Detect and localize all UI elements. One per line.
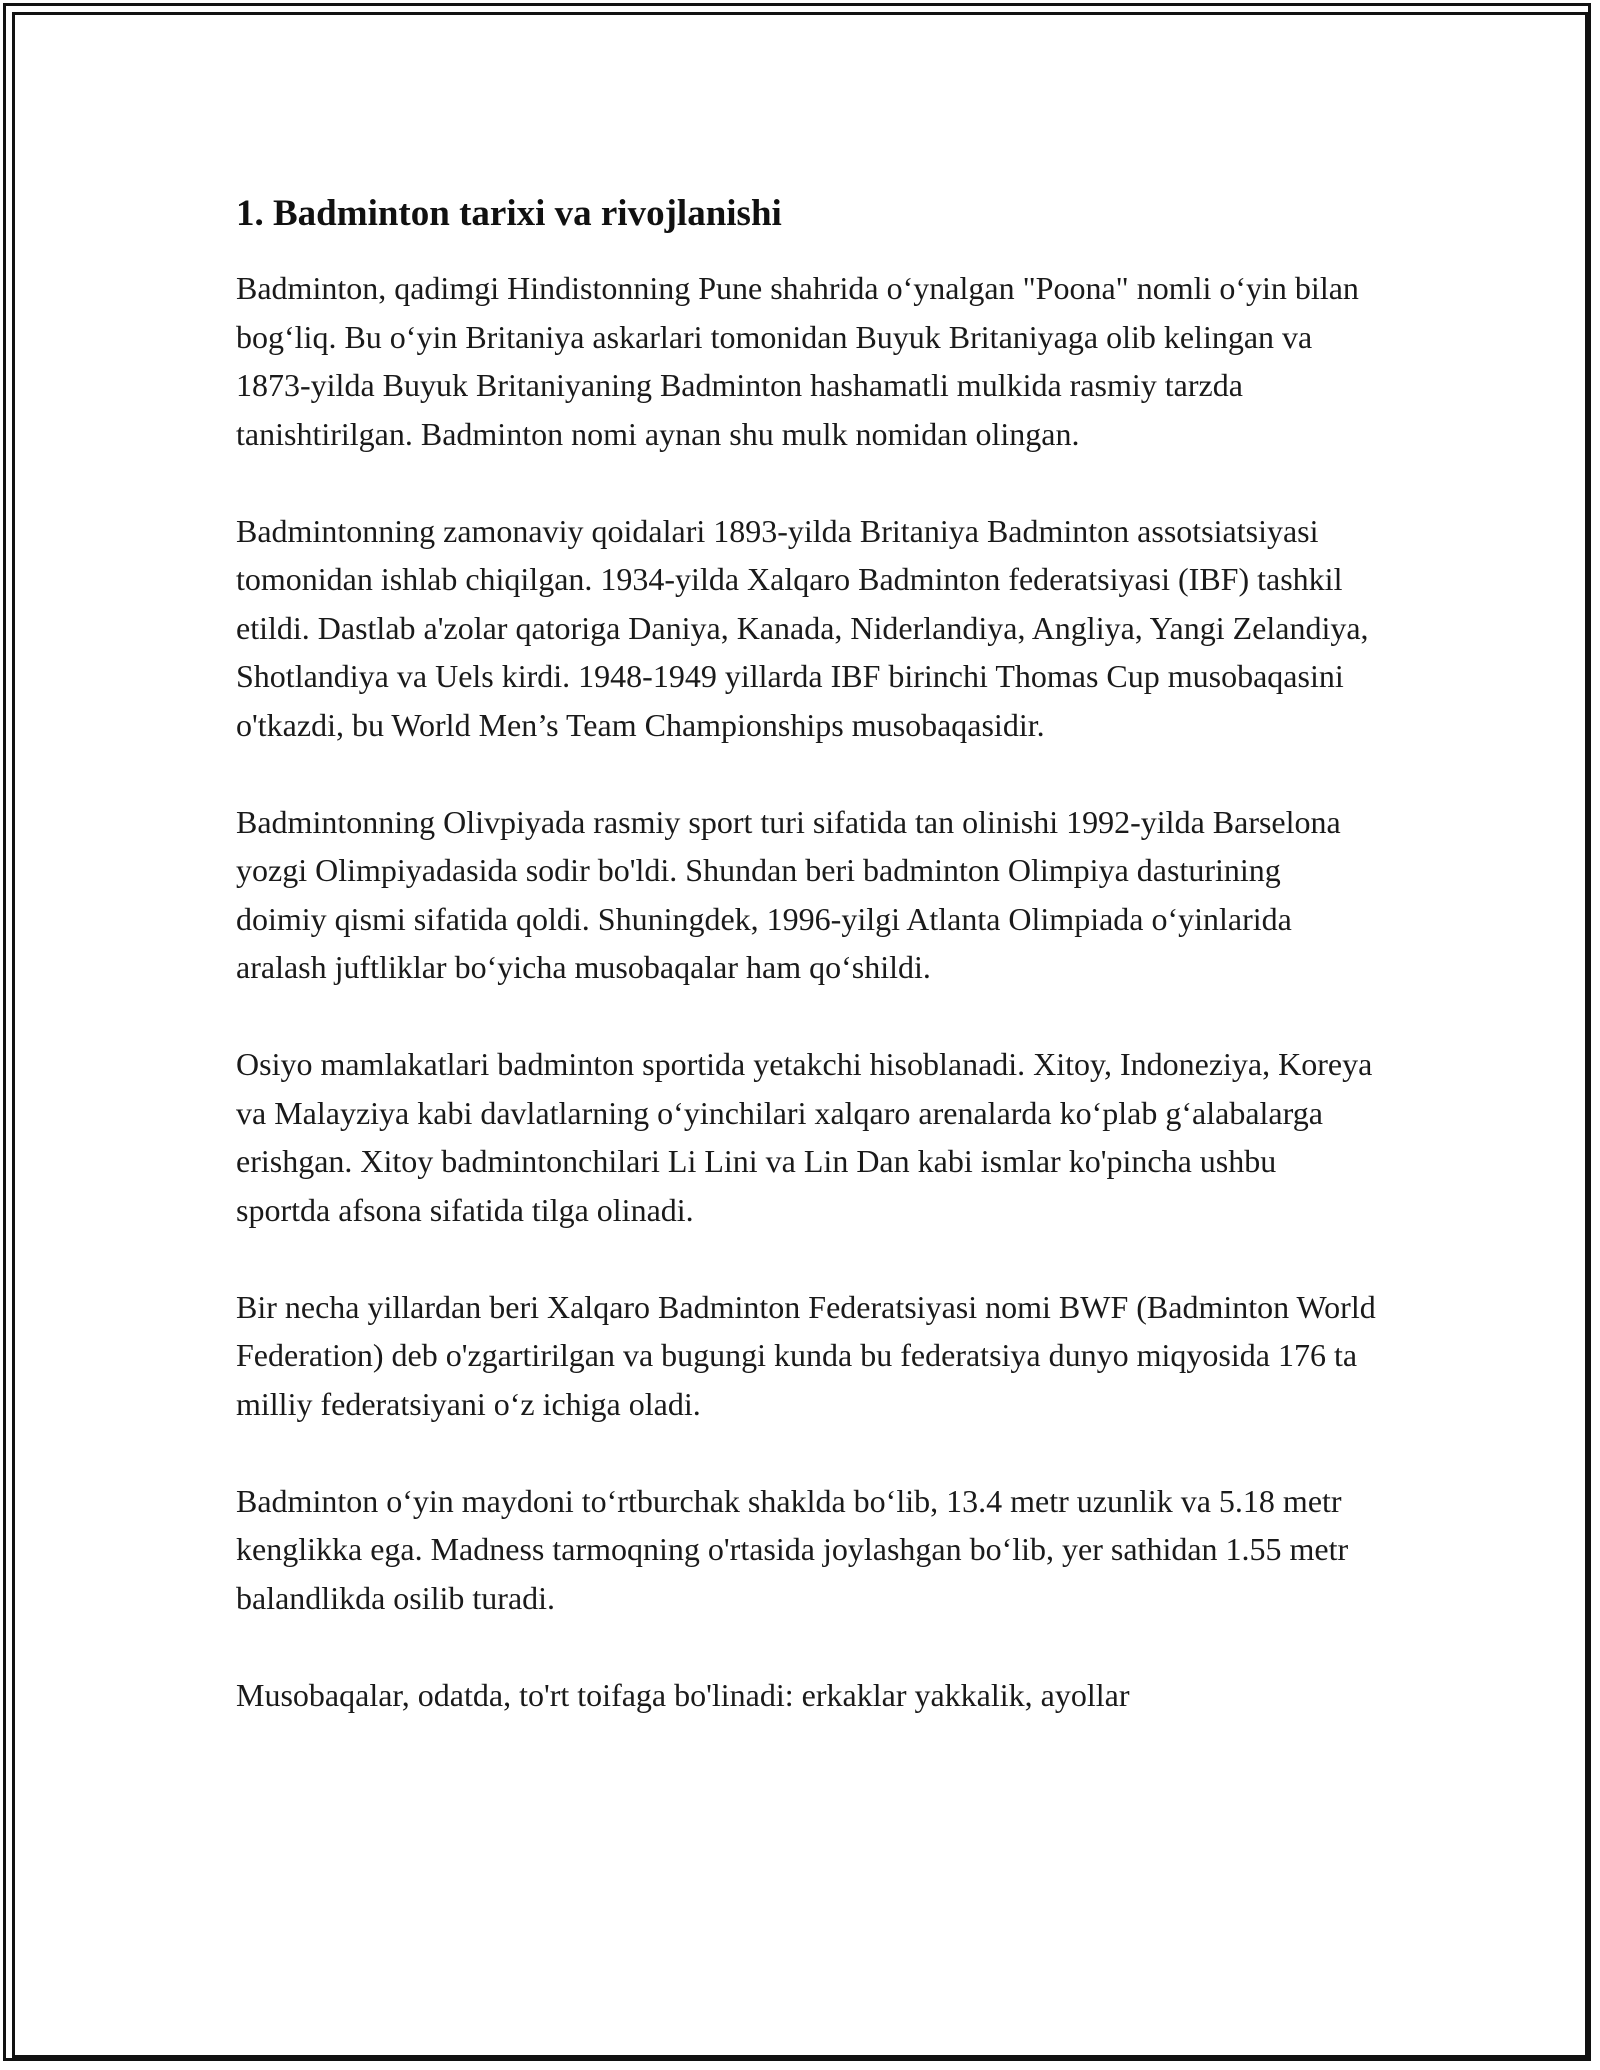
paragraph-olympics: Badmintonning Olivpiyada rasmiy sport turi sifatida tan olinishi 1992-yilda Barselona yozgi Olimpiyadasida sodir bo'ldi. Shundan beri badminton Olimpiya dasturining doimiy qismi sifatida qoldi. Shuningdek, 1996-yilgi Atlanta Olimpiada o‘yinlarida aralash juftliklar bo‘yicha musobaqalar ham qo‘shildi. [236,803,1341,985]
paragraph-rules-ibf: Badmintonning zamonaviy qoidalari 1893-yilda Britaniya Badminton assotsiatsiyasi tomonidan ishlab chiqilgan. 1934-yilda Xalqaro Badminton federatsiyasi (IBF) tashkil etildi. Dastlab a'zolar qatoriga Daniya, Kanada, Niderlandiya, Angliya, Yangi Zelandiya, Shotlandiya va Uels kirdi. 1948-1949 yillarda IBF birinchi Thomas Cup musobaqasini o'tkazdi, bu World Men’s Team Championships musobaqasidir. [236,512,1369,743]
paragraph-asia: Osiyo mamlakatlari badminton sportida yetakchi hisoblanadi. Xitoy, Indoneziya, Koreya va Malayziya kabi davlatlarning o‘yinchilari xalqaro arenalarda ko‘plab g‘alabalarga erishgan. Xitoy badmintonchilari Li Lini va Lin Dan kabi ismlar ko'pincha ushbu sportda afsona sifatida tilga olinadi. [236,1046,1373,1228]
paragraph-court: Badminton o‘yin maydoni to‘rtburchak shakldа bo‘lib, 13.4 metr uzunlik va 5.18 metr kenglikka ega. Madness tarmoqning o'rtasida joylashgan bo‘lib, yer sathidan 1.55 metr balandlikda osilib turadi. [236,1482,1349,1616]
paragraph-bwf: Bir necha yillardan beri Xalqaro Badminton Federatsiyasi nomi BWF (Badminton World Federation) deb o'zgartirilgan va bugungi kunda bu federatsiya dunyo miqyosida 176 ta milliy federatsiyani o‘z ichiga oladi. [236,1288,1376,1422]
paragraph-competitions: Musobaqalar, odatda, to'rt toifaga bo'linadi: erkaklar yakkalik, ayollar [236,1676,1130,1713]
paragraph-origin: Badminton, qadimgi Hindistonning Pune shahrida o‘ynalgan "Poona" nomli o‘yin bilan bog‘liq. Bu o‘yin Britaniya askarlari tomonidan Buyuk Britaniyaga olib kelingan va 1873-yilda Buyuk Britaniyaning Badminton hashamatli mulkida rasmiy tarzda tanishtirilgan. Badminton nomi aynan shu mulk nomidan olingan. [236,270,1359,452]
section-heading: 1. Badminton tarixi va rivojlanishi [236,193,782,234]
document-body [236,190,1376,1768]
